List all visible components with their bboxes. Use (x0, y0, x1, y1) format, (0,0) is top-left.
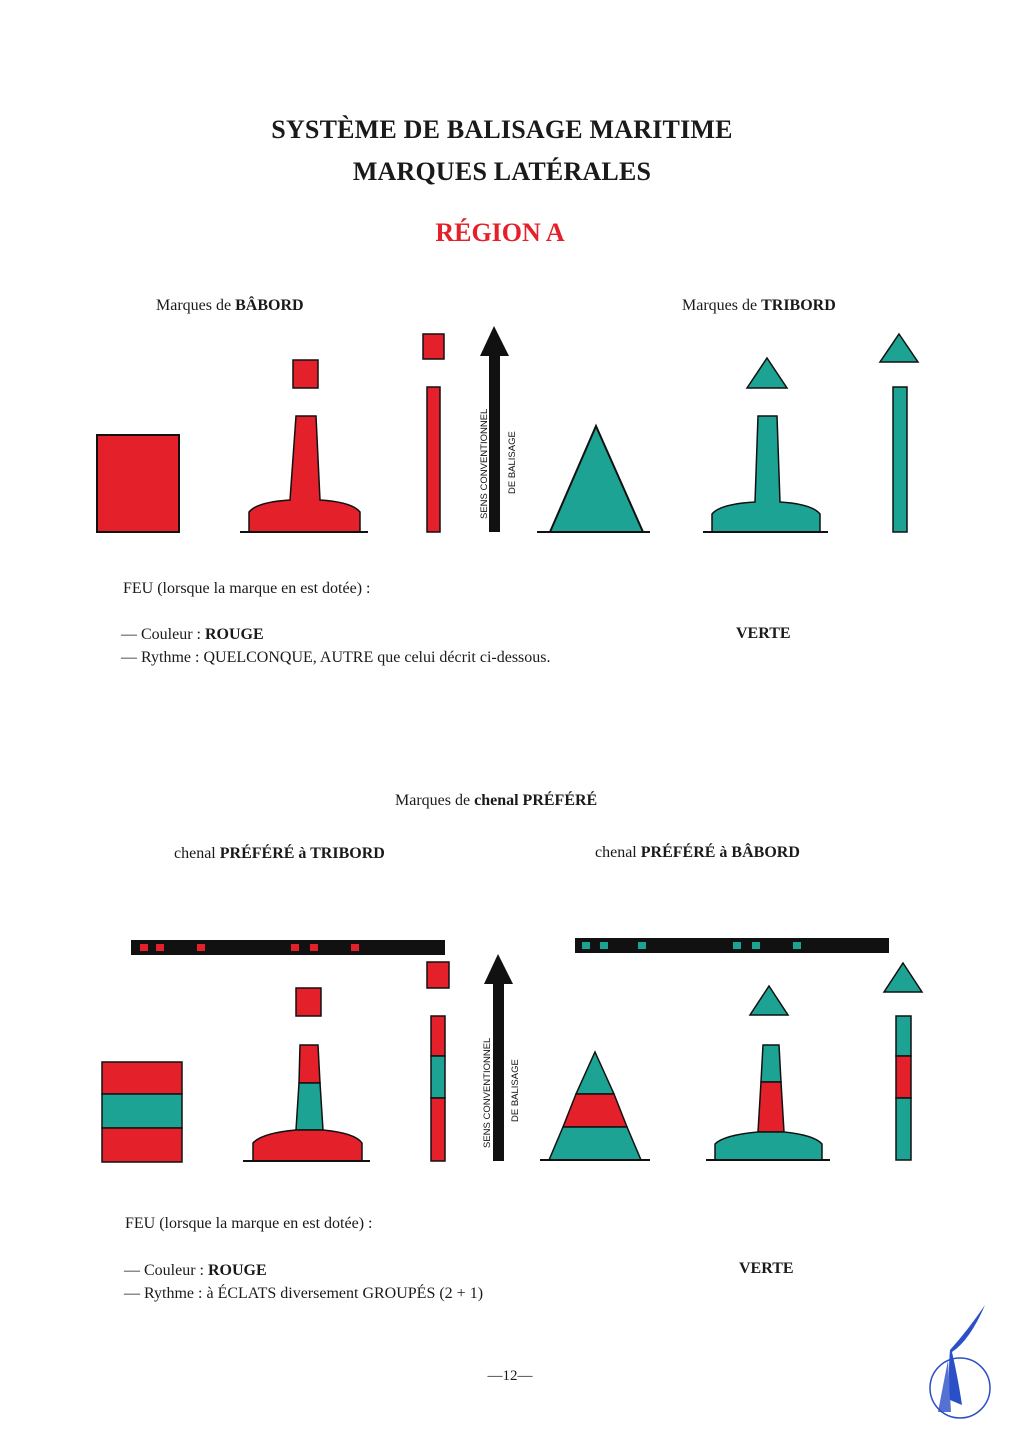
rythme-line-preferred: — Rythme : à ÉCLATS diversement GROUPÉS (2 + 1) (124, 1285, 484, 1302)
couleur-right-preferred: VERTE (739, 1260, 794, 1277)
pref-tribord-pillar-buoy (243, 988, 370, 1161)
babord-pillar-buoy (240, 360, 368, 532)
club-logo (930, 1305, 990, 1418)
babord-spar-buoy (423, 334, 444, 532)
heading-preferred-channel: Marques de chenal PRÉFÉRÉ (395, 792, 598, 809)
arrow2-text-line1: SENS CONVENTIONNEL (482, 1037, 493, 1148)
pref-babord-conical-buoy (540, 1052, 650, 1160)
tribord-spar-buoy (880, 334, 918, 532)
arrow2-text-line2: DE BALISAGE (510, 1059, 521, 1122)
page-title-line2: MARQUES LATÉRALES (352, 157, 652, 186)
label-pref-babord: chenal PRÉFÉRÉ à BÂBORD (595, 844, 800, 861)
feu-note-preferred: FEU (lorsque la marque en est dotée) : (125, 1215, 373, 1232)
couleur-line-lateral: — Couleur : ROUGE (121, 626, 264, 643)
region-title: RÉGION A (435, 218, 565, 247)
arrow-text-line2: DE BALISAGE (507, 431, 518, 494)
label-pref-tribord: chenal PRÉFÉRÉ à TRIBORD (174, 845, 385, 862)
pref-tribord-can-buoy (102, 1062, 182, 1162)
feu-note-lateral: FEU (lorsque la marque en est dotée) : (123, 580, 371, 597)
page-number: —12— (487, 1368, 533, 1384)
pref-babord-spar-buoy (884, 963, 922, 1160)
label-babord: Marques de BÂBORD (156, 297, 304, 314)
arrow-text-line1: SENS CONVENTIONNEL (479, 408, 490, 519)
pref-tribord-spar-buoy (427, 962, 449, 1161)
babord-can-buoy (97, 435, 179, 532)
pref-babord-pillar-buoy (706, 986, 830, 1160)
light-rhythm-bar-left (131, 940, 445, 955)
couleur-right-lateral: VERTE (736, 625, 791, 642)
rythme-line-lateral: — Rythme : QUELCONQUE, AUTRE que celui décrit ci-dessous. (121, 649, 551, 666)
light-rhythm-bar-right (575, 938, 889, 953)
tribord-conical-buoy (537, 426, 650, 532)
tribord-pillar-buoy (703, 358, 828, 532)
label-tribord: Marques de TRIBORD (682, 297, 836, 314)
page-title-line1: SYSTÈME DE BALISAGE MARITIME (271, 115, 733, 144)
couleur-line-preferred: — Couleur : ROUGE (124, 1262, 267, 1279)
